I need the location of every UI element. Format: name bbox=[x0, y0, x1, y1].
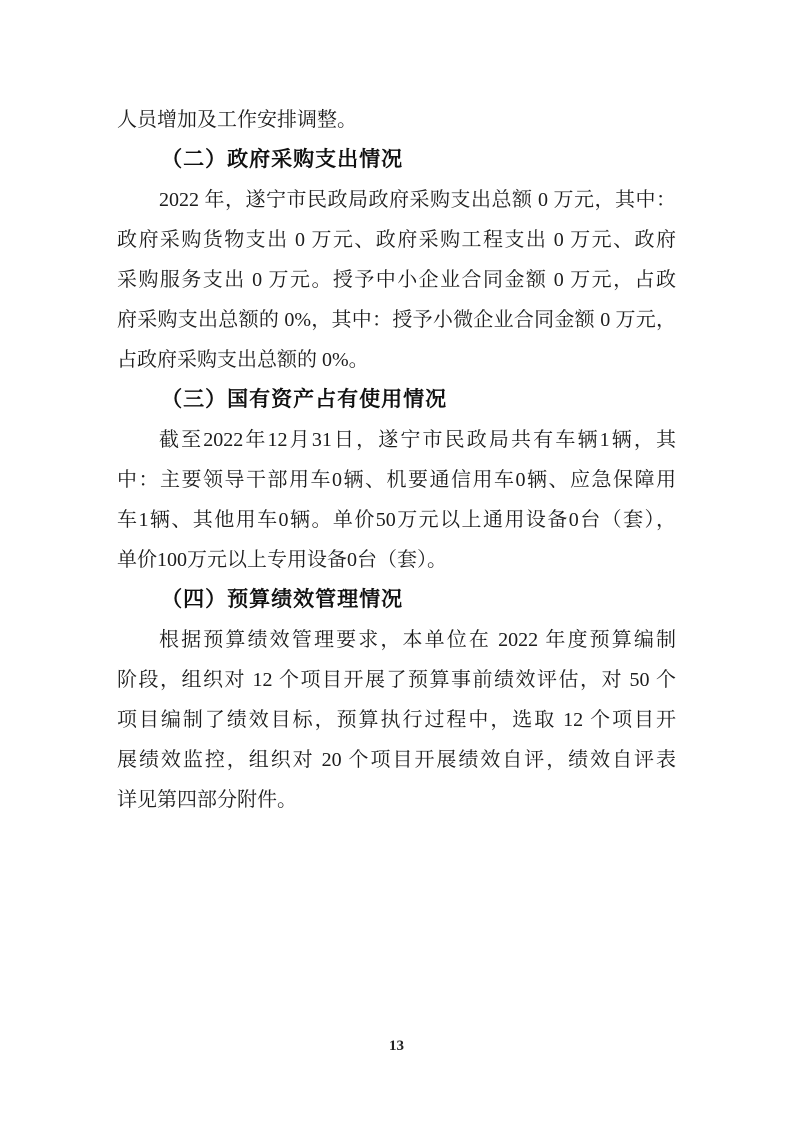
section-heading-2: （二）政府采购支出情况 bbox=[161, 148, 404, 171]
paragraph-line: 详见第四部分附件。 bbox=[117, 789, 297, 811]
section-heading-3: （三）国有资产占有使用情况 bbox=[161, 388, 448, 411]
paragraph-line: 中：主要领导干部用车0辆、机要通信用车0辆、应急保障用 bbox=[117, 469, 676, 491]
paragraph-line: 车1辆、其他用车0辆。单价50万元以上通用设备0台（套）， bbox=[117, 509, 676, 531]
section-heading-4: （四）预算绩效管理情况 bbox=[161, 588, 404, 611]
paragraph-line: 人员增加及工作安排调整。 bbox=[117, 109, 357, 131]
page-number: 13 bbox=[389, 1038, 404, 1054]
paragraph-line: 展绩效监控，组织对 20 个项目开展绩效自评，绩效自评表 bbox=[117, 749, 676, 771]
paragraph-line: 2022 年，遂宁市民政局政府采购支出总额 0 万元，其中： bbox=[159, 189, 676, 211]
paragraph-line: 采购服务支出 0 万元。授予中小企业合同金额 0 万元，占政 bbox=[117, 269, 676, 291]
document-body bbox=[117, 100, 676, 820]
paragraph-line: 政府采购货物支出 0 万元、政府采购工程支出 0 万元、政府 bbox=[117, 229, 676, 251]
paragraph-line: 根据预算绩效管理要求，本单位在 2022 年度预算编制 bbox=[159, 629, 676, 651]
paragraph-line: 阶段，组织对 12 个项目开展了预算事前绩效评估，对 50 个 bbox=[117, 669, 676, 691]
page-footer bbox=[0, 1036, 793, 1056]
paragraph-line: 占政府采购支出总额的 0%。 bbox=[117, 349, 369, 371]
paragraph-line: 单价100万元以上专用设备0台（套）。 bbox=[117, 549, 447, 571]
paragraph-line: 府采购支出总额的 0%，其中：授予小微企业合同金额 0 万元， bbox=[117, 309, 676, 331]
paragraph-line: 截至2022年12月31日，遂宁市民政局共有车辆1辆，其 bbox=[159, 429, 676, 451]
paragraph-line: 项目编制了绩效目标，预算执行过程中，选取 12 个项目开 bbox=[117, 709, 676, 731]
